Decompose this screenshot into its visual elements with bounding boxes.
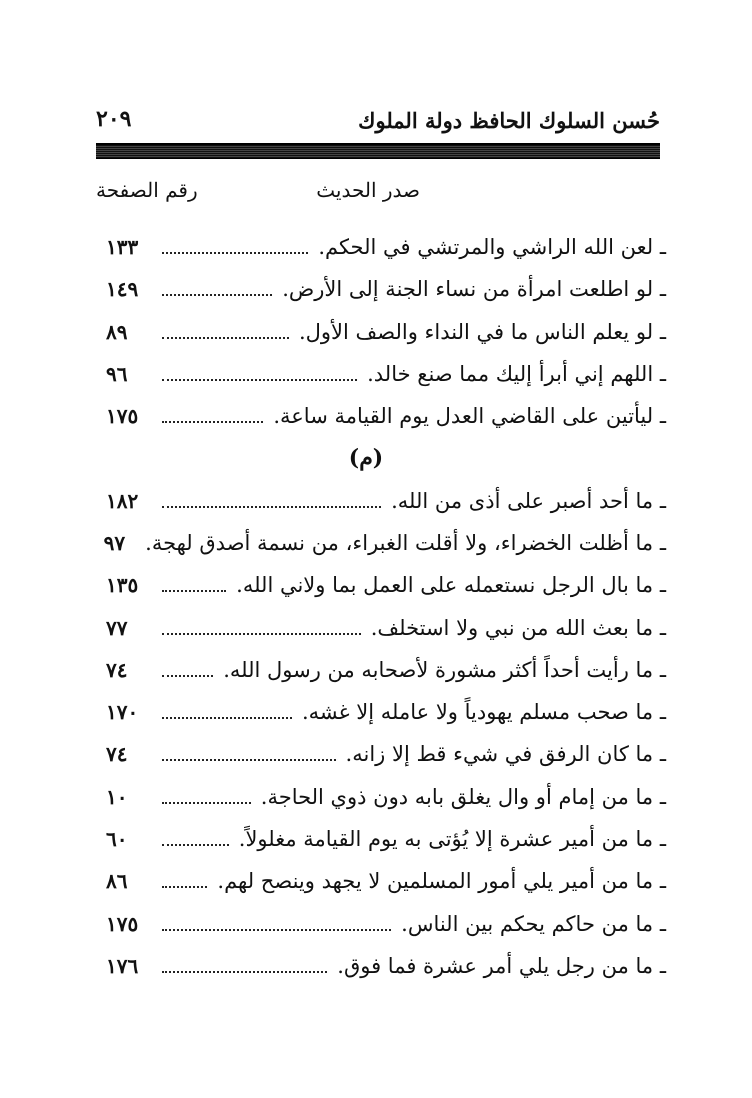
leader-dots [162,294,272,296]
leader-dots [162,633,361,635]
index-entry [106,268,666,310]
index-entry [106,776,666,818]
index-entry [106,649,666,691]
index-entry [106,311,666,353]
entry-page: ١٧٠ [106,700,139,725]
entry-page: ١٠ [106,784,128,809]
index-entry [106,479,666,521]
index-entry [106,606,666,648]
leader-dots [162,929,391,931]
leader-dots [162,844,229,846]
entry-page: ١٧٦ [106,953,139,978]
entry-page: ٦٠ [106,827,128,851]
entry-text: ـ لو يعلم الناس ما في النداء والصف الأول. [298,319,666,344]
section-letter: (م) [348,445,384,472]
hadith-column-header: صدر الحديث [316,178,420,202]
header-rule [96,143,660,159]
entry-text: ـ لو اطلعت امرأة من نساء الجنة إلى الأرض. [282,277,666,302]
leader-dots [162,886,207,888]
entry-page: ٧٤ [106,657,128,682]
entry-text: ـ ما من إمام أو وال يغلق بابه دون ذوي الحاجة. [260,784,666,809]
leader-dots [162,252,308,254]
entry-text: ـ ما بعث الله من نبي ولا استخلف. [370,615,666,640]
entry-text: ـ ما كان الرفق في شيء قط إلا زانه. [345,742,666,767]
leader-dots [162,337,289,339]
index-entry [106,818,666,860]
index-entry [106,733,666,775]
leader-dots [162,675,213,677]
entry-text: ـ ما من أمير يلي أمور المسلمين لا يجهد وينصح لهم. [217,869,666,894]
leader-dots [162,506,381,508]
leader-dots [162,759,336,761]
index-entry [106,860,666,902]
entry-text: ـ ما رأيت أحداً أكثر مشورة لأصحابه من رسول الله. [223,657,666,682]
entry-page: ٩٧ [103,530,126,555]
leader-dots [162,717,292,719]
leader-dots [162,379,357,381]
index-entry [106,945,666,987]
hadith-index [103,226,666,987]
index-entry [106,691,666,733]
index-entry [106,902,666,944]
entry-text: ـ ما صحب مسلم يهودياً ولا عامله إلا غشه. [301,700,666,725]
entry-text: ـ لعن الله الراشي والمرتشي في الحكم. [318,235,666,260]
entry-page: ٨٦ [106,869,128,894]
index-entry [106,353,666,395]
leader-dots [162,421,263,423]
entry-page: ١٣٥ [106,573,139,598]
entry-page: ١٧٥ [106,404,139,429]
entry-page: ١٤٩ [106,277,139,302]
entry-text: ـ ما من حاكم يحكم بين الناس. [401,911,666,936]
entry-text: ـ ما من رجل يلي أمر عشرة فما فوق. [337,953,666,978]
index-entry [106,564,666,606]
entry-page: ٨٩ [106,319,128,344]
leader-dots [162,971,327,973]
leader-dots [162,802,251,804]
page-column-header: رقم الصفحة [96,178,198,202]
book-title: حُسن السلوك الحافظ دولة الملوك [358,108,660,133]
entry-text: ـ ما من أمير عشرة إلا يُؤتى به يوم القيامة مغلولاً. [238,827,666,851]
leader-dots [162,590,226,592]
index-entry [106,226,666,268]
index-entry [103,522,666,564]
entry-page: ٧٤ [106,742,128,767]
entry-text: ـ ما أظلت الخضراء، ولا أقلت الغبراء، من نسمة أصدق لهجة. [145,530,666,555]
column-headers [96,178,660,212]
index-entry [106,395,666,437]
entry-page: ٧٧ [106,615,128,640]
entry-page: ٩٦ [106,362,128,387]
running-header [96,104,660,140]
entry-page: ١٣٣ [106,235,139,260]
entry-page: ١٨٢ [106,488,139,513]
entry-text: ـ ما أحد أصبر على أذى من الله. [391,488,666,513]
entry-text: ـ ما بال الرجل نستعمله على العمل بما ولاني الله. [236,573,666,598]
entry-page: ١٧٥ [106,911,139,936]
entry-text: ـ اللهم إني أبرأ إليك مما صنع خالد. [367,362,666,387]
page-number: ٢٠٩ [96,106,132,132]
entry-text: ـ ليأتين على القاضي العدل يوم القيامة ساعة. [273,404,666,429]
